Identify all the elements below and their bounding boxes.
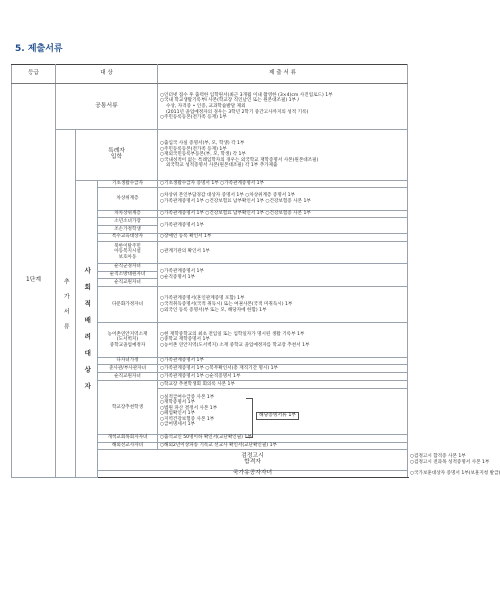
docs-cell: ○출석교인 50명이하 확인서(교단확인필) 1부 [158,434,408,442]
target-name: 조손가정학생 [98,226,158,234]
docs-cell: ○기초생활수급자 증명서 1부 ○가족관계증명서 1부 [158,180,408,188]
docs-cell: ○해외2년이상파송 기록교 선교사 확인서(교단확인필) 1부 [158,442,408,450]
list-item: ○출입국 사실 증명서(부, 모, 학생) 각 1부 [160,140,245,146]
table-row-veteran: 국가유공자자녀 ○국가보훈대상자 증명서 1부(보훈지청 발급) [12,470,408,478]
table-row-ged: 검정고시 합격자 ○검정고시 합격증 사본 1부 ○검정고시 전과목 성적증명서 사본 1부 [12,450,408,470]
list-item: ○재외국민등록부등본(부, 모, 학생) 각 1부 [160,152,246,158]
docs-cell: ○가족관계증명서 1부 ○순직증명서 1부 [158,373,408,381]
target-name: 북한이탈주민 아동복지시설 보호아동 [98,241,158,263]
docs-cell: ○가족관계증명서 1부 [158,218,408,234]
list-item: ○인터넷 접수 후 출력한 입학원서(최근 3개월 이내 촬영한 (3×4)cm 사진업로드) 1부 [160,92,333,98]
docs-cell: ○가족관계증명서(혼인관계증명 포함) 1부 ○국적취득증명서(국적 취득시) 또는 여권사본(국적 미취득시) 1부 ○외국인 등록 증명서(부 또는 모, 해당자에 한함) 1부 [158,287,408,323]
special-docs-list [158,130,408,180]
additional-docs-label: 추 가 서 류 [56,130,76,478]
header-docs: 제 출 서 류 [158,65,408,84]
target-name: 순직소방대원자녀 [98,271,158,279]
list-item: (2011년 졸업예정자의 경우는 3학년 2학기 중간고사까지의 성적 기록) [166,109,309,115]
list-item: ○국내 학교생활기록부Ⅰ 사본(학교장 직인날인 또는 원본대조필) 1부 / [160,98,300,104]
page-title: 5. 제출서류 [15,44,63,54]
target-name: 다문화가정자녀 [98,287,158,323]
target-name: 개척교회목회자자녀 [98,434,158,442]
target-name: 순직교원자녀 [98,279,158,287]
documents-table [11,64,500,478]
ged-label: 검정고시 합격자 [98,450,408,470]
list-item: ○주민등록등본(전가족 등재) 1부 [160,146,227,152]
list-item: 수상, 자격증 • 인증, 교과학습발달 제외 [166,103,246,109]
docs-cell: ○가족관계증명서 1부 ○건강보험료 납부확인서 1부 ○건강보험증 사본 1부 [158,210,408,218]
target-name: 농어촌연안지역소재 (도서벽지) 중학교졸업예정자 [98,323,158,357]
target-name: 다자녀가정 [98,357,158,365]
target-name: 소년소녀가장 [98,218,158,226]
docs-cell: ○현 재학중학교의 최초 전입일 또는 입학일자가 명시된 생활 기록부 1부 ○중학교 재학증명서 1부 ○농어촌 연안지역(도서벽지) 소재 중학교 졸업예정자를 학교장 추천서 1부 [158,323,408,357]
common-docs-list [158,84,408,130]
header-grade: 등급 [12,65,56,84]
grade-cell: 1단계 [12,84,56,478]
target-name: 차차상위계층 [98,210,158,218]
target-name: 특수교육대상자 [98,233,158,241]
bracket-label: 해당증빙서류 1부 [256,412,299,421]
table-row-common [12,84,408,130]
target-name: 순직교원자녀 [98,373,158,381]
documents-table-wrapper [11,64,500,478]
table-row-special [12,130,408,180]
docs-cell: ○학교장 추천학생회 회의록 사본 1부 [158,380,408,388]
docs-cell: ○가족관계증명서 1부 ○순직증명서 1부 [158,263,408,286]
bracket-group: ○실적급여수급증 사본 1부 ○재학증명서 1부 ○법원 파산 결정서 사본 1부 ○폐업확인서 1부 ○지역건강보험증 사본 1부 ○급여명세서 1부 해당증빙서류 1부 [160,395,405,429]
target-name: 순직군경자녀 [98,263,158,271]
special-admission-label: 특례자 입학 [76,130,158,180]
docs-cell [158,388,408,434]
target-name: 차상위계층 [98,188,158,210]
bracket-line [246,398,253,438]
docs-cell: ○장애인 등록 확인서 1부 [158,233,408,241]
target-name: 해외선교사자녀 [98,442,158,450]
target-name: 기초생활수급자 [98,180,158,188]
social-consideration-label: 사 회 적 배 려 대 상 자 [76,180,98,478]
list-item: 외국학교 성적증명서 사본(원본대조필) 각 1부 추가제출 [166,163,278,169]
veteran-label: 국가유공자자녀 [98,470,408,478]
table-header-row [12,65,408,84]
docs-cell: ○차상위 본인부담경감 대상자 증명서 1부 ○차상위계층 증명서 1부 ○가족관계증명서 1부 ○건강보험료 납부확인서 1부 ○건강보험증 사본 1부 [158,188,408,210]
docs-cell: ○관계기관의 확인서 1부 [158,241,408,263]
header-target: 대 상 [56,65,158,84]
common-docs-label: 공통서류 [56,84,158,130]
docs-cell: ○가족관계증명서 1부 ○복무확인서(총 재직기간 명시) 1부 [158,365,408,373]
target-name: 준사관/부사관자녀 [98,365,158,373]
target-name: 학교장추천학생 [98,380,158,434]
list-item: ○국내성적이 없는 특례입학자의 경우는 외국학교 재학증명서 사본(원본대조필) [160,157,319,163]
list-item: ○주민등록등본(전가족 등재) 1부 [160,115,227,121]
docs-cell: ○가족관계증명서 1부 [158,357,408,365]
